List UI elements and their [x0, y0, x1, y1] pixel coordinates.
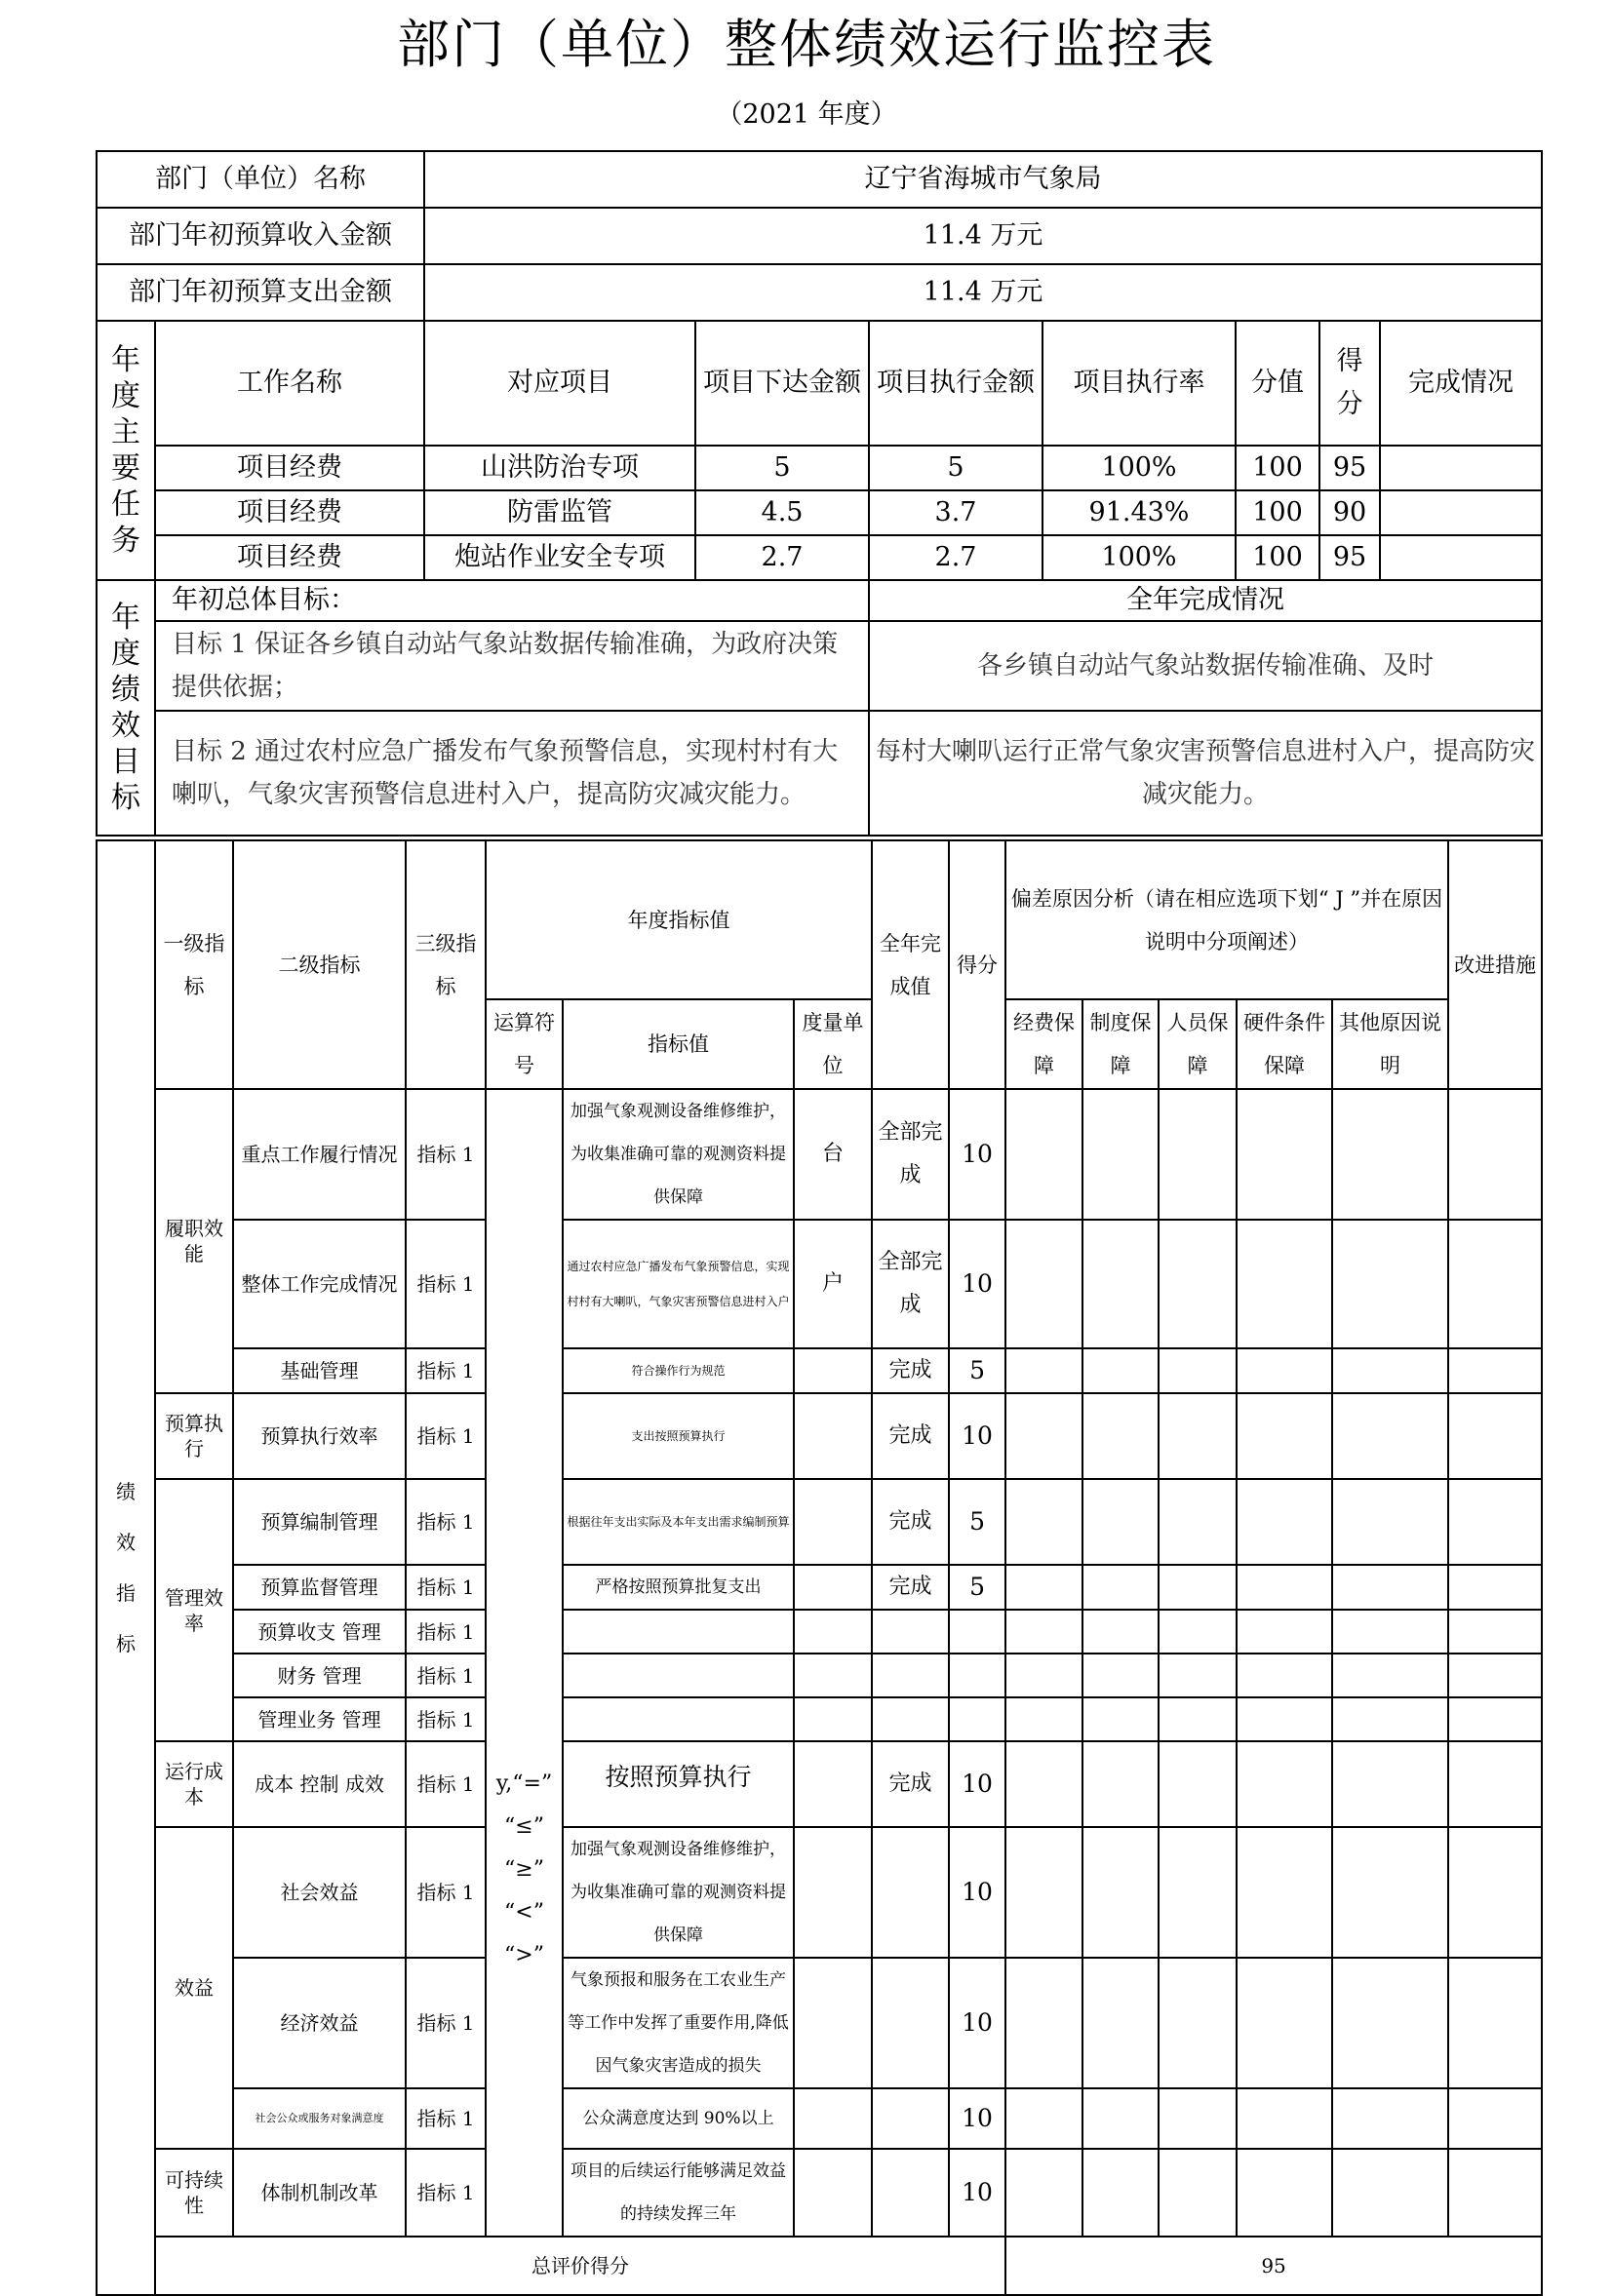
- level3-cell: 指标 1: [406, 1958, 486, 2088]
- target-value-cell: 气象预报和服务在工农业生产等工作中发挥了重要作用,降低因气象灾害造成的损失: [563, 1958, 794, 2088]
- actual-cell: 全部完成: [872, 1220, 949, 1348]
- tasks-header-executed: 项目执行金额: [869, 321, 1043, 446]
- tasks-header-points: 分值: [1236, 321, 1319, 446]
- tasks-header-allocated: 项目下达金额: [695, 321, 869, 446]
- task-allocated: 5: [695, 446, 869, 490]
- goal-row: [97, 621, 1542, 711]
- level2-cell: 整体工作完成情况: [233, 1220, 406, 1348]
- target-value-cell: 严格按照预算批复支出: [563, 1565, 794, 1610]
- target-value-cell: 加强气象观测设备维修维护，为收集准确可靠的观测资料提供保障: [563, 1089, 794, 1220]
- tasks-side-label: 年 度 主 要 任 务: [97, 321, 155, 580]
- task-name: 项目经费: [155, 446, 424, 490]
- score-cell: 10: [949, 1741, 1005, 1827]
- task-row: [97, 446, 1542, 490]
- header-deviation: 偏差原因分析（请在相应选项下划“ J ”并在原因说明中分项阐述）: [1005, 840, 1448, 999]
- group-mgmt: 管理效率: [155, 1479, 233, 1741]
- unit-cell: [794, 1697, 872, 1741]
- level3-cell: 指标 1: [406, 1827, 486, 1958]
- header-level1: 一级指标: [155, 840, 233, 1089]
- tasks-header-project: 对应项目: [424, 321, 695, 446]
- performance-table: [96, 839, 1543, 2296]
- page-subtitle-year: （2021 年度）: [716, 99, 897, 130]
- unit-cell: [794, 2088, 872, 2149]
- group-benefit: 效益: [155, 1827, 233, 2149]
- level2-cell: 管理业务 管理: [233, 1697, 406, 1741]
- table-row: [97, 2149, 1542, 2237]
- actual-cell: [872, 1827, 949, 1958]
- goal-done: 每村大喇叭运行正常气象灾害预警信息进村入户，提高防灾减灾能力。: [869, 711, 1542, 836]
- total-row: [97, 2237, 1542, 2295]
- header-improve: 改进措施: [1448, 840, 1542, 1089]
- header-actual: 全年完成值: [872, 840, 949, 1089]
- tasks-header-rate: 项目执行率: [1043, 321, 1236, 446]
- table-row: [97, 1697, 1542, 1741]
- total-label: 总评价得分: [155, 2237, 1005, 2295]
- actual-cell: 完成: [872, 1393, 949, 1479]
- group-sustain: 可持续性: [155, 2149, 233, 2237]
- actual-cell: 完成: [872, 1348, 949, 1393]
- level3-cell: 指标 1: [406, 1697, 486, 1741]
- table-row: [97, 1089, 1542, 1220]
- target-value-cell: 根据往年支出实际及本年支出需求编制预算: [563, 1479, 794, 1565]
- task-points: 100: [1236, 446, 1319, 490]
- table-row: [97, 1220, 1542, 1348]
- level3-cell: 指标 1: [406, 1741, 486, 1827]
- score-cell: [949, 1610, 1005, 1654]
- goals-right-header: 全年完成情况: [869, 580, 1542, 621]
- task-executed: 2.7: [869, 535, 1043, 580]
- group-budget-exec: 预算执行: [155, 1393, 233, 1479]
- header-annual-target: 年度指标值: [486, 840, 872, 999]
- table-row: [97, 1654, 1542, 1697]
- level3-cell: 指标 1: [406, 2088, 486, 2149]
- task-name: 项目经费: [155, 490, 424, 535]
- table-row: [97, 1958, 1542, 2088]
- level2-cell: 社会效益: [233, 1827, 406, 1958]
- level2-cell: 预算编制管理: [233, 1479, 406, 1565]
- unit-cell: [794, 1958, 872, 2088]
- header-unit: 度量单位: [794, 999, 872, 1089]
- level2-cell: 经济效益: [233, 1958, 406, 2088]
- actual-cell: [872, 1654, 949, 1697]
- task-executed: 5: [869, 446, 1043, 490]
- unit-cell: [794, 2149, 872, 2237]
- level3-cell: 指标 1: [406, 1393, 486, 1479]
- actual-cell: 完成: [872, 1741, 949, 1827]
- table-row: [97, 1393, 1542, 1479]
- level3-cell: 指标 1: [406, 1479, 486, 1565]
- header-score: 得分: [949, 840, 1005, 1089]
- task-score: 90: [1319, 490, 1380, 535]
- goal-row: [97, 711, 1542, 836]
- task-allocated: 2.7: [695, 535, 869, 580]
- target-value-cell: 加强气象观测设备维修维护，为收集准确可靠的观测资料提供保障: [563, 1827, 794, 1958]
- task-project: 山洪防治专项: [424, 446, 695, 490]
- score-cell: 5: [949, 1565, 1005, 1610]
- expense-label: 部门年初预算支出金额: [97, 264, 424, 321]
- actual-cell: [872, 2149, 949, 2237]
- unit-cell: 台: [794, 1089, 872, 1220]
- task-row: [97, 490, 1542, 535]
- level3-cell: 指标 1: [406, 1654, 486, 1697]
- actual-cell: [872, 1697, 949, 1741]
- table-row: [97, 1348, 1542, 1393]
- task-rate: 91.43%: [1043, 490, 1236, 535]
- level3-cell: 指标 1: [406, 2149, 486, 2237]
- header-target-value: 指标值: [563, 999, 794, 1089]
- perf-side-label: 绩 效 指 标: [97, 840, 155, 2295]
- level2-cell: 基础管理: [233, 1348, 406, 1393]
- goals-left-header: 年初总体目标：: [155, 580, 869, 621]
- header-personnel: 人员保障: [1159, 999, 1237, 1089]
- unit-cell: [794, 1348, 872, 1393]
- level2-cell: 体制机制改革: [233, 2149, 406, 2237]
- income-value: 11.4 万元: [424, 208, 1542, 264]
- task-row: [97, 535, 1542, 580]
- task-name: 项目经费: [155, 535, 424, 580]
- task-executed: 3.7: [869, 490, 1043, 535]
- task-status: [1380, 535, 1542, 580]
- level3-cell: 指标 1: [406, 1089, 486, 1220]
- header-system: 制度保障: [1082, 999, 1159, 1089]
- actual-cell: [872, 1610, 949, 1654]
- score-cell: 10: [949, 1958, 1005, 2088]
- task-rate: 100%: [1043, 535, 1236, 580]
- table-row: [97, 1827, 1542, 1958]
- header-funding: 经费保障: [1005, 999, 1082, 1089]
- score-cell: 5: [949, 1348, 1005, 1393]
- level2-cell: 重点工作履行情况: [233, 1089, 406, 1220]
- table-row: [97, 1741, 1542, 1827]
- tasks-header-name: 工作名称: [155, 321, 424, 446]
- task-score: 95: [1319, 535, 1380, 580]
- actual-cell: 完成: [872, 1479, 949, 1565]
- target-value-cell: 支出按照预算执行: [563, 1393, 794, 1479]
- operator-cell: y,“=” “≤” “≥” “<” “>”: [486, 1089, 563, 2237]
- score-cell: 10: [949, 1827, 1005, 1958]
- target-value-cell: 公众满意度达到 90%以上: [563, 2088, 794, 2149]
- income-label: 部门年初预算收入金额: [97, 208, 424, 264]
- header-operator: 运算符号: [486, 999, 563, 1089]
- dept-name-label: 部门（单位）名称: [97, 151, 424, 208]
- unit-cell: [794, 1565, 872, 1610]
- score-cell: [949, 1654, 1005, 1697]
- unit-cell: [794, 1393, 872, 1479]
- tasks-header-status: 完成情况: [1380, 321, 1542, 446]
- table-row: [97, 1479, 1542, 1565]
- unit-cell: [794, 1741, 872, 1827]
- score-cell: 10: [949, 1393, 1005, 1479]
- score-cell: 5: [949, 1479, 1005, 1565]
- task-status: [1380, 490, 1542, 535]
- target-value-cell: 项目的后续运行能够满足效益的持续发挥三年: [563, 2149, 794, 2237]
- level2-cell: 预算监督管理: [233, 1565, 406, 1610]
- expense-value: 11.4 万元: [424, 264, 1542, 321]
- unit-cell: [794, 1479, 872, 1565]
- target-value-cell: 符合操作行为规范: [563, 1348, 794, 1393]
- task-score: 95: [1319, 446, 1380, 490]
- target-value-cell: 按照预算执行: [563, 1741, 794, 1827]
- header-level2: 二级指标: [233, 840, 406, 1089]
- goals-side-label: 年 度 绩 效 目 标: [97, 580, 155, 836]
- actual-cell: [872, 1958, 949, 2088]
- level2-cell: 预算执行效率: [233, 1393, 406, 1479]
- actual-cell: [872, 2088, 949, 2149]
- score-cell: 10: [949, 1089, 1005, 1220]
- unit-cell: 户: [794, 1220, 872, 1348]
- level3-cell: 指标 1: [406, 1565, 486, 1610]
- task-points: 100: [1236, 490, 1319, 535]
- score-cell: [949, 1697, 1005, 1741]
- actual-cell: 完成: [872, 1565, 949, 1610]
- unit-cell: [794, 1610, 872, 1654]
- level3-cell: 指标 1: [406, 1348, 486, 1393]
- header-other: 其他原因说明: [1332, 999, 1448, 1089]
- task-rate: 100%: [1043, 446, 1236, 490]
- unit-cell: [794, 1654, 872, 1697]
- unit-cell: [794, 1827, 872, 1958]
- score-cell: 10: [949, 2088, 1005, 2149]
- level2-cell: 预算收支 管理: [233, 1610, 406, 1654]
- task-project: 防雷监管: [424, 490, 695, 535]
- score-cell: 10: [949, 2149, 1005, 2237]
- task-allocated: 4.5: [695, 490, 869, 535]
- table-row: [97, 1565, 1542, 1610]
- goal-text: 目标 2 通过农村应急广播发布气象预警信息，实现村村有大喇叭，气象灾害预警信息进村入户，提高防灾减灾能力。: [155, 711, 869, 836]
- level2-cell: 财务 管理: [233, 1654, 406, 1697]
- level3-cell: 指标 1: [406, 1220, 486, 1348]
- task-project: 炮站作业安全专项: [424, 535, 695, 580]
- header-hardware: 硬件条件保障: [1237, 999, 1332, 1089]
- task-status: [1380, 446, 1542, 490]
- target-value-cell: [563, 1697, 794, 1741]
- dept-name-value: 辽宁省海城市气象局: [424, 151, 1542, 208]
- target-value-cell: [563, 1654, 794, 1697]
- group-duty: 履职效能: [155, 1089, 233, 1393]
- table-row: [97, 2088, 1542, 2149]
- level2-cell: 成本 控制 成效: [233, 1741, 406, 1827]
- goal-text: 目标 1 保证各乡镇自动站气象站数据传输准确，为政府决策提供依据；: [155, 621, 869, 711]
- task-points: 100: [1236, 535, 1319, 580]
- target-value-cell: [563, 1610, 794, 1654]
- header-level3: 三级指标: [406, 840, 486, 1089]
- total-value: 95: [1005, 2237, 1542, 2295]
- actual-cell: 全部完成: [872, 1089, 949, 1220]
- page-title: 部门（单位）整体绩效运行监控表: [397, 14, 1216, 75]
- level3-cell: 指标 1: [406, 1610, 486, 1654]
- goal-done: 各乡镇自动站气象站数据传输准确、及时: [869, 621, 1542, 711]
- level2-cell: 社会公众或服务对象满意度: [233, 2088, 406, 2149]
- tasks-header-score: 得分: [1319, 321, 1380, 446]
- group-cost: 运行成本: [155, 1741, 233, 1827]
- table-row: [97, 1610, 1542, 1654]
- target-value-cell: 通过农村应急广播发布气象预警信息，实现村村有大喇叭，气象灾害预警信息进村入户: [563, 1220, 794, 1348]
- summary-table: [96, 150, 1543, 837]
- score-cell: 10: [949, 1220, 1005, 1348]
